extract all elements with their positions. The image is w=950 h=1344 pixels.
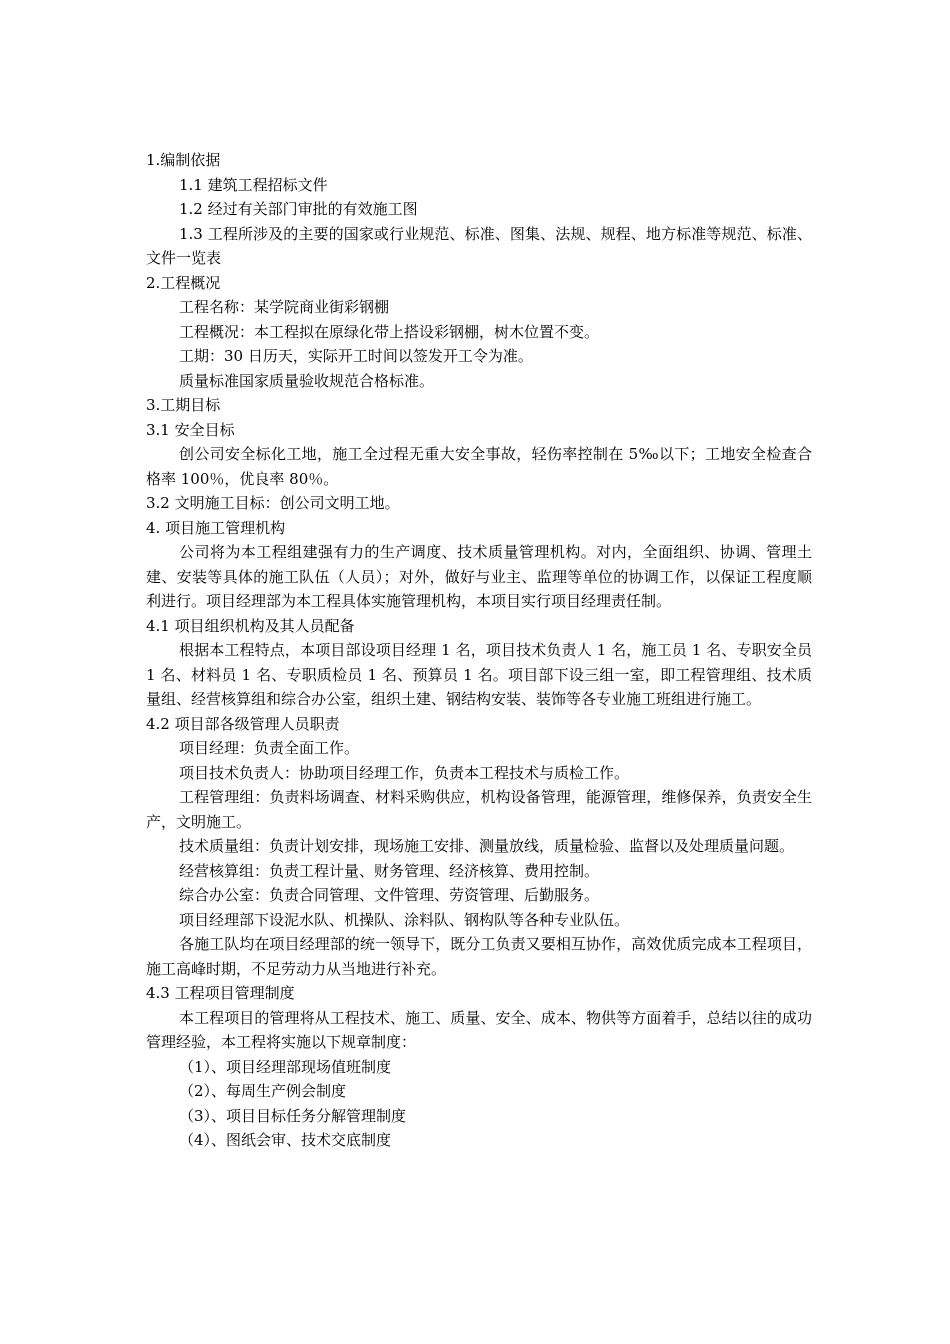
duty-technical-lead: 项目技术负责人：协助项目经理工作，负责本工程技术与质检工作。 (179, 763, 630, 782)
subsection-heading-4-1: 4.1 项目组织机构及其人员配备 (146, 616, 355, 635)
list-item-1-3: 1.3 工程所涉及的主要的国家或行业规范、标准、图集、法规、规程、地方标准等规范、标准、文件一览表 (146, 224, 812, 267)
staffing-paragraph: 根据本工程特点，本项目部设项目经理 1 名，项目技术负责人 1 名，施工员 1 名、专职安全员 1 名、材料员 1 名、专职质检员 1 名、预算员 1 名。项目部下设三组一室，即工程管理组、技术质量组、经营核算组和综合办公室，组织土建、钢结构安装、装饰等各专业施工班组进行施工。 (146, 641, 812, 708)
duty-accounting-group: 经营核算组：负责工程计量、财务管理、经济核算、费用控制。 (179, 861, 600, 880)
management-paragraph: 公司将为本工程组建强有力的生产调度、技术质量管理机构。对内，全面组织、协调、管理土建、安装等具体的施工队伍（人员）；对外，做好与业主、监理等单位的协调工作，以保证工程度顺利进行。项目经理部为本工程具体实施管理机构，本项目实行项目经理责任制。 (146, 543, 812, 610)
section-heading-4: 4. 项目施工管理机构 (146, 518, 286, 537)
rule-item-2: （2）、每周生产例会制度 (179, 1082, 347, 1100)
safety-goal-paragraph: 创公司安全标化工地，施工全过程无重大安全事故，轻伤率控制在 5‰以下；工地安全检查合格率 100％，优良率 80％。 (146, 445, 812, 488)
project-duration: 工期：30 日历天，实际开工时间以签发开工令为准。 (179, 347, 533, 365)
document-page (146, 148, 812, 1153)
cooperation-paragraph: 各施工队均在项目经理部的统一领导下，既分工负责又要相互协作，高效优质完成本工程项目，施工高峰时期，不足劳动力从当地进行补充。 (146, 935, 812, 978)
duty-engineering-group: 工程管理组：负责料场调查、材料采购供应，机构设备管理，能源管理，维修保养，负责安全生产，文明施工。 (146, 788, 812, 831)
rule-item-1: （1）、项目经理部现场值班制度 (179, 1057, 392, 1076)
subsection-heading-4-2: 4.2 项目部各级管理人员职责 (146, 714, 340, 733)
project-overview: 工程概况：本工程拟在原绿化带上搭设彩钢棚，树木位置不变。 (179, 322, 600, 341)
duty-office: 综合办公室：负责合同管理、文件管理、劳资管理、后勤服务。 (179, 886, 600, 904)
quality-standard: 质量标准国家质量验收规范合格标准。 (179, 371, 435, 390)
section-heading-2: 2.工程概况 (146, 273, 221, 292)
rule-item-3: （3）、项目目标任务分解管理制度 (179, 1106, 407, 1125)
rules-intro-paragraph: 本工程项目的管理将从工程技术、施工、质量、安全、成本、物供等方面着手，总结以往的成功管理经验，本工程将实施以下规章制度： (146, 1008, 812, 1051)
section-heading-3: 3.工期目标 (146, 396, 221, 414)
list-item-1-2: 1.2 经过有关部门审批的有效施工图 (179, 200, 418, 218)
list-item-1-1: 1.1 建筑工程招标文件 (179, 175, 328, 194)
duty-quality-group: 技术质量组：负责计划安排，现场施工安排、测量放线，质量检验、监督以及处理质量问题。 (179, 837, 795, 855)
subsection-heading-3-2: 3.2 文明施工目标：创公司文明工地。 (146, 494, 400, 512)
teams-paragraph: 项目经理部下设泥水队、机操队、涂料队、钢构队等各种专业队伍。 (179, 910, 630, 929)
project-name: 工程名称：某学院商业街彩钢棚 (179, 298, 390, 316)
rule-item-4: （4）、图纸会审、技术交底制度 (179, 1131, 392, 1149)
duty-project-manager: 项目经理：负责全面工作。 (179, 739, 360, 757)
subsection-heading-4-3: 4.3 工程项目管理制度 (146, 984, 295, 1002)
subsection-heading-3-1: 3.1 安全目标 (146, 420, 235, 439)
section-heading-1: 1.编制依据 (146, 151, 221, 169)
